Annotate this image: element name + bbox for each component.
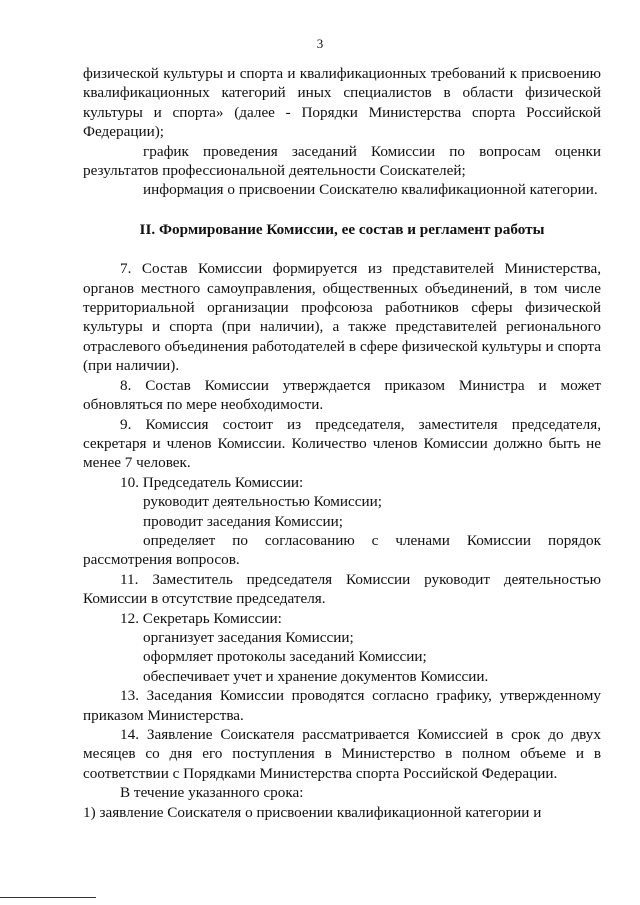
paragraph-item-10: 10. Председатель Комиссии: xyxy=(120,473,304,491)
section-heading: II. Формирование Комиссии, ее состав и регламент работы xyxy=(139,220,545,238)
secretary-duty-2: оформляет протоколы заседаний Комиссии; xyxy=(143,648,427,666)
paragraph-meeting-schedule: график проведения заседаний Комиссии по вопросам оценки результатов профессиональной деятельности Соискателей; xyxy=(83,142,601,180)
chair-duty-2: проводит заседания Комиссии; xyxy=(143,512,343,530)
paragraph-procedures-continued: физической культуры и спорта и квалификационных требований к присвоению квалификационных категорий иных специалистов в области физической культуры и спорта» (далее - Порядки Министерства спорта Российской Федерации); xyxy=(83,65,601,141)
secretary-duty-3: обеспечивает учет и хранение документов Комиссии. xyxy=(143,667,489,685)
document-body xyxy=(83,64,601,822)
chair-duty-1: руководит деятельностью Комиссии; xyxy=(143,493,382,511)
chair-duty-3: определяет по согласованию с членами Комиссии порядок рассмотрения вопросов. xyxy=(83,531,601,569)
paragraph-item-14: 14. Заявление Соискателя рассматривается Комиссией в срок до двух месяцев со дня его поступления в Министерство в полном объеме и в соответствии с Порядками Министерства спорта Российской Федерации. xyxy=(83,726,601,782)
paragraph-category-info: информация о присвоении Соискателю квалификационной категории. xyxy=(143,181,598,199)
paragraph-subitem-1: 1) заявление Соискателя о присвоении квалификационной категории и xyxy=(83,803,542,821)
paragraph-item-13: 13. Заседания Комиссии проводятся согласно графику, утвержденному приказом Министерства. xyxy=(83,687,601,724)
paragraph-item-12: 12. Секретарь Комиссии: xyxy=(120,609,282,627)
paragraph-item-7: 7. Состав Комиссии формируется из представителей Министерства, органов местного самоуправления, общественных объединений, в том числе территориальной организации профсоюза работников сферы физической культуры и спорта (при наличии), а также представителей регионального отраслевого объединения работодателей в сфере физической культуры и спорта (при наличии). xyxy=(83,260,601,375)
paragraph-item-9: 9. Комиссия состоит из председателя, заместителя председателя, секретаря и членов Комиссии. Количество членов Комиссии должно быть не менее 7 человек. xyxy=(83,415,601,472)
paragraph-item-8: 8. Состав Комиссии утверждается приказом Министра и может обновляться по мере необходимости. xyxy=(83,376,601,414)
footnote-divider xyxy=(0,897,96,898)
paragraph-within-period: В течение указанного срока: xyxy=(120,784,304,802)
paragraph-item-11: 11. Заместитель председателя Комиссии руководит деятельностью Комиссии в отсутствие председателя. xyxy=(83,570,601,608)
secretary-duty-1: организует заседания Комиссии; xyxy=(143,628,354,646)
page-number: 3 xyxy=(316,36,324,51)
